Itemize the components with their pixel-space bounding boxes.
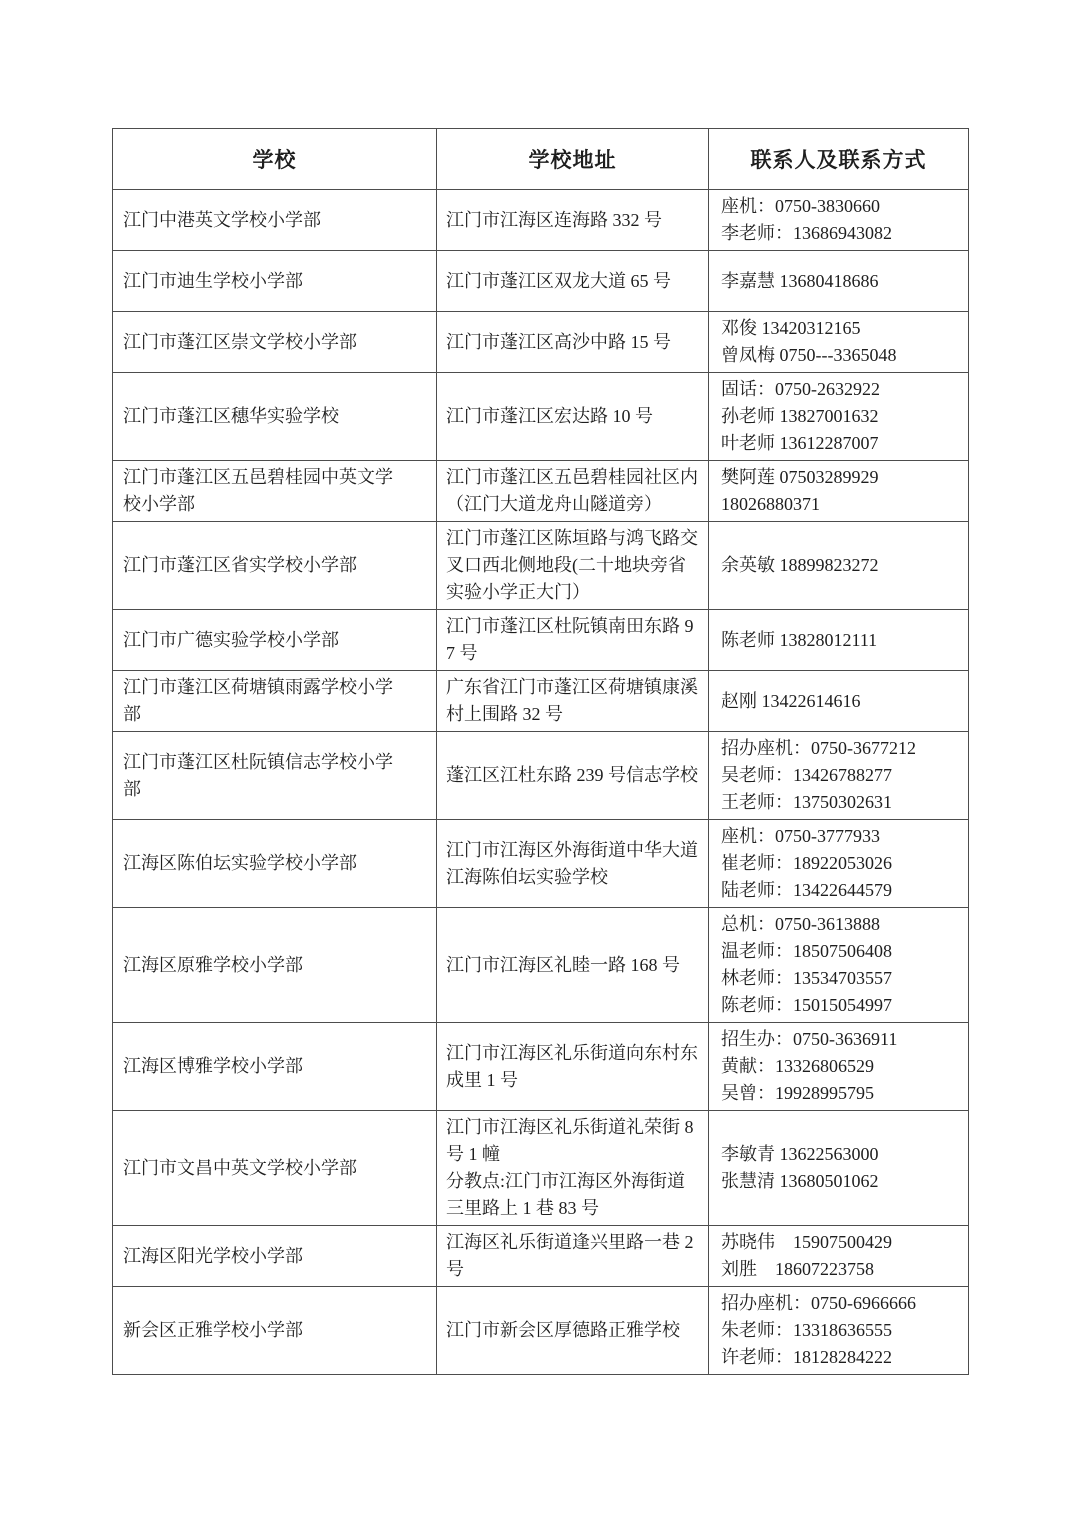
address-cell: [437, 190, 709, 251]
address-cell: [437, 373, 709, 461]
table-row: [113, 1287, 969, 1375]
table-row: [113, 820, 969, 908]
school-cell: [113, 522, 437, 610]
school-cell: [113, 732, 437, 820]
address-cell: [437, 1023, 709, 1111]
contact-line: 朱老师：13318636555: [721, 1320, 892, 1340]
table-row: [113, 251, 969, 312]
address-line: 江门市蓬江区宏达路 10 号: [446, 406, 653, 426]
address-cell: [437, 1287, 709, 1375]
address-cell: [437, 1111, 709, 1226]
school-name: 江门市广德实验学校小学部: [123, 629, 339, 650]
contact-line: 李嘉慧 13680418686: [721, 270, 879, 291]
contact-line: 张慧清 13680501062: [721, 1171, 879, 1191]
address-cell: [437, 461, 709, 522]
contact-line: 叶老师 13612287007: [721, 433, 879, 453]
contacts-cell: [709, 1111, 969, 1226]
school-cell: [113, 1226, 437, 1287]
header-contact: 联系人及联系方式: [709, 129, 969, 190]
contact-line: 孙老师 13827001632: [721, 406, 879, 426]
school-cell: [113, 461, 437, 522]
contact-line: 李敏青 13622563000: [721, 1144, 879, 1164]
table-row: [113, 671, 969, 732]
table-header-row: [113, 129, 969, 190]
school-cell: [113, 251, 437, 312]
address-cell: [437, 312, 709, 373]
school-name: 江海区陈伯坛实验学校小学部: [123, 853, 357, 873]
school-cell: [113, 671, 437, 732]
school-cell: [113, 190, 437, 251]
address-line: 蓬江区江杜东路 239 号信志学校: [446, 765, 698, 785]
address-cell: [437, 610, 709, 671]
contacts-cell: [709, 1226, 969, 1287]
school-contact-table: [112, 128, 969, 1375]
address-line: 江门市江海区连海路 332 号: [446, 209, 662, 230]
school-name: 江门市蓬江区杜阮镇信志学校小学部: [123, 751, 393, 799]
contact-line: 固话：0750-2632922: [721, 379, 880, 399]
address-line: 江门市蓬江区双龙大道 65 号: [446, 270, 671, 291]
school-cell: [113, 820, 437, 908]
school-cell: [113, 312, 437, 373]
address-cell: [437, 251, 709, 312]
contact-line: 曾凤梅 0750---3365048: [721, 345, 897, 365]
contact-line: 樊阿莲 07503289929: [721, 467, 879, 487]
school-name: 江门市蓬江区五邑碧桂园中英文学校小学部: [123, 467, 393, 514]
school-cell: [113, 908, 437, 1023]
school-name: 江门市蓬江区穗华实验学校: [123, 406, 339, 426]
contacts-cell: [709, 671, 969, 732]
school-name: 江门市蓬江区荷塘镇雨露学校小学部: [123, 677, 393, 724]
address-line: 江门市新会区厚德路正雅学校: [446, 1320, 680, 1340]
school-name: 江门市蓬江区省实学校小学部: [123, 555, 357, 575]
school-name: 江海区原雅学校小学部: [123, 954, 303, 975]
table-row: [113, 1023, 969, 1111]
contact-line: 崔老师：18922053026: [721, 853, 892, 873]
school-name: 新会区正雅学校小学部: [123, 1320, 303, 1340]
table-row: [113, 522, 969, 610]
school-cell: [113, 1287, 437, 1375]
contact-line: 招生办：0750-3636911: [721, 1029, 898, 1049]
contact-line: 温老师：18507506408: [721, 941, 892, 961]
contact-line: 陆老师：13422644579: [721, 880, 892, 900]
contacts-cell: [709, 461, 969, 522]
table-row: [113, 312, 969, 373]
school-cell: [113, 610, 437, 671]
table-row: [113, 610, 969, 671]
contact-line: 林老师：13534703557: [721, 968, 892, 988]
contact-line: 赵刚 13422614616: [721, 690, 861, 711]
contact-line: 李老师：13686943082: [721, 223, 892, 243]
contact-line: 吴曾：19928995795: [721, 1083, 874, 1103]
contact-line: 18026880371: [721, 494, 820, 514]
address-line: 分教点:江门市江海区外海街道三里路上 1 巷 83 号: [446, 1171, 685, 1218]
contact-line: 招办座机：0750-3677212: [721, 738, 916, 758]
school-name: 江门市文昌中英文学校小学部: [123, 1157, 357, 1178]
address-line: 江海区礼乐街道逢兴里路一巷 2 号: [446, 1232, 694, 1279]
address-cell: [437, 908, 709, 1023]
school-cell: [113, 1023, 437, 1111]
school-name: 江门中港英文学校小学部: [123, 209, 321, 230]
table-row: [113, 732, 969, 820]
school-name: 江海区博雅学校小学部: [123, 1056, 303, 1076]
table-row: [113, 1226, 969, 1287]
contact-line: 刘胜 18607223758: [721, 1259, 874, 1279]
contacts-cell: [709, 1287, 969, 1375]
address-line: 江门市蓬江区杜阮镇南田东路 97 号: [446, 616, 694, 663]
contacts-cell: [709, 1023, 969, 1111]
address-line: 江门市蓬江区五邑碧桂园社区内（江门大道龙舟山隧道旁）: [446, 467, 698, 514]
address-cell: [437, 732, 709, 820]
contact-line: 座机：0750-3777933: [721, 826, 880, 846]
contact-line: 总机：0750-3613888: [721, 914, 880, 934]
table-row: [113, 461, 969, 522]
address-line: 江门市江海区礼乐街道向东村东成里 1 号: [446, 1042, 698, 1090]
table-row: [113, 373, 969, 461]
address-cell: [437, 671, 709, 732]
contacts-cell: [709, 732, 969, 820]
address-line: 江门市蓬江区陈垣路与鸿飞路交叉口西北侧地段(二十地块旁省实验小学正大门）: [446, 528, 698, 602]
contacts-cell: [709, 312, 969, 373]
contact-line: 陈老师：15015054997: [721, 995, 892, 1015]
contact-line: 黄献：13326806529: [721, 1056, 874, 1076]
address-line: 广东省江门市蓬江区荷塘镇康溪村上围路 32 号: [446, 677, 698, 724]
contact-line: 吴老师：13426788277: [721, 765, 892, 785]
address-line: 江门市江海区礼乐街道礼荣街 8 号 1 幢: [446, 1117, 694, 1164]
header-address: 学校地址: [437, 129, 709, 190]
table-row: [113, 1111, 969, 1226]
contacts-cell: [709, 373, 969, 461]
school-name: 江门市蓬江区崇文学校小学部: [123, 331, 357, 352]
school-name: 江海区阳光学校小学部: [123, 1245, 303, 1266]
header-school: 学校: [113, 129, 437, 190]
contacts-cell: [709, 610, 969, 671]
school-table-body: [113, 190, 969, 1375]
school-name: 江门市迪生学校小学部: [123, 270, 303, 291]
table-row: [113, 908, 969, 1023]
contacts-cell: [709, 190, 969, 251]
address-cell: [437, 1226, 709, 1287]
address-cell: [437, 820, 709, 908]
address-cell: [437, 522, 709, 610]
contact-line: 王老师：13750302631: [721, 792, 892, 812]
contact-line: 苏晓伟 15907500429: [721, 1232, 892, 1252]
contact-line: 陈老师 13828012111: [721, 629, 878, 650]
contact-line: 招办座机：0750-6966666: [721, 1293, 916, 1313]
contacts-cell: [709, 251, 969, 312]
contacts-cell: [709, 820, 969, 908]
contact-line: 邓俊 13420312165: [721, 318, 861, 338]
contacts-cell: [709, 908, 969, 1023]
table-row: [113, 190, 969, 251]
school-cell: [113, 1111, 437, 1226]
school-cell: [113, 373, 437, 461]
address-line: 江门市江海区外海街道中华大道江海陈伯坛实验学校: [446, 839, 698, 887]
contact-line: 余英敏 18899823272: [721, 555, 879, 575]
contact-line: 座机：0750-3830660: [721, 196, 880, 216]
contacts-cell: [709, 522, 969, 610]
address-line: 江门市蓬江区高沙中路 15 号: [446, 331, 671, 352]
contact-line: 许老师：18128284222: [721, 1347, 892, 1367]
address-line: 江门市江海区礼睦一路 168 号: [446, 954, 680, 975]
